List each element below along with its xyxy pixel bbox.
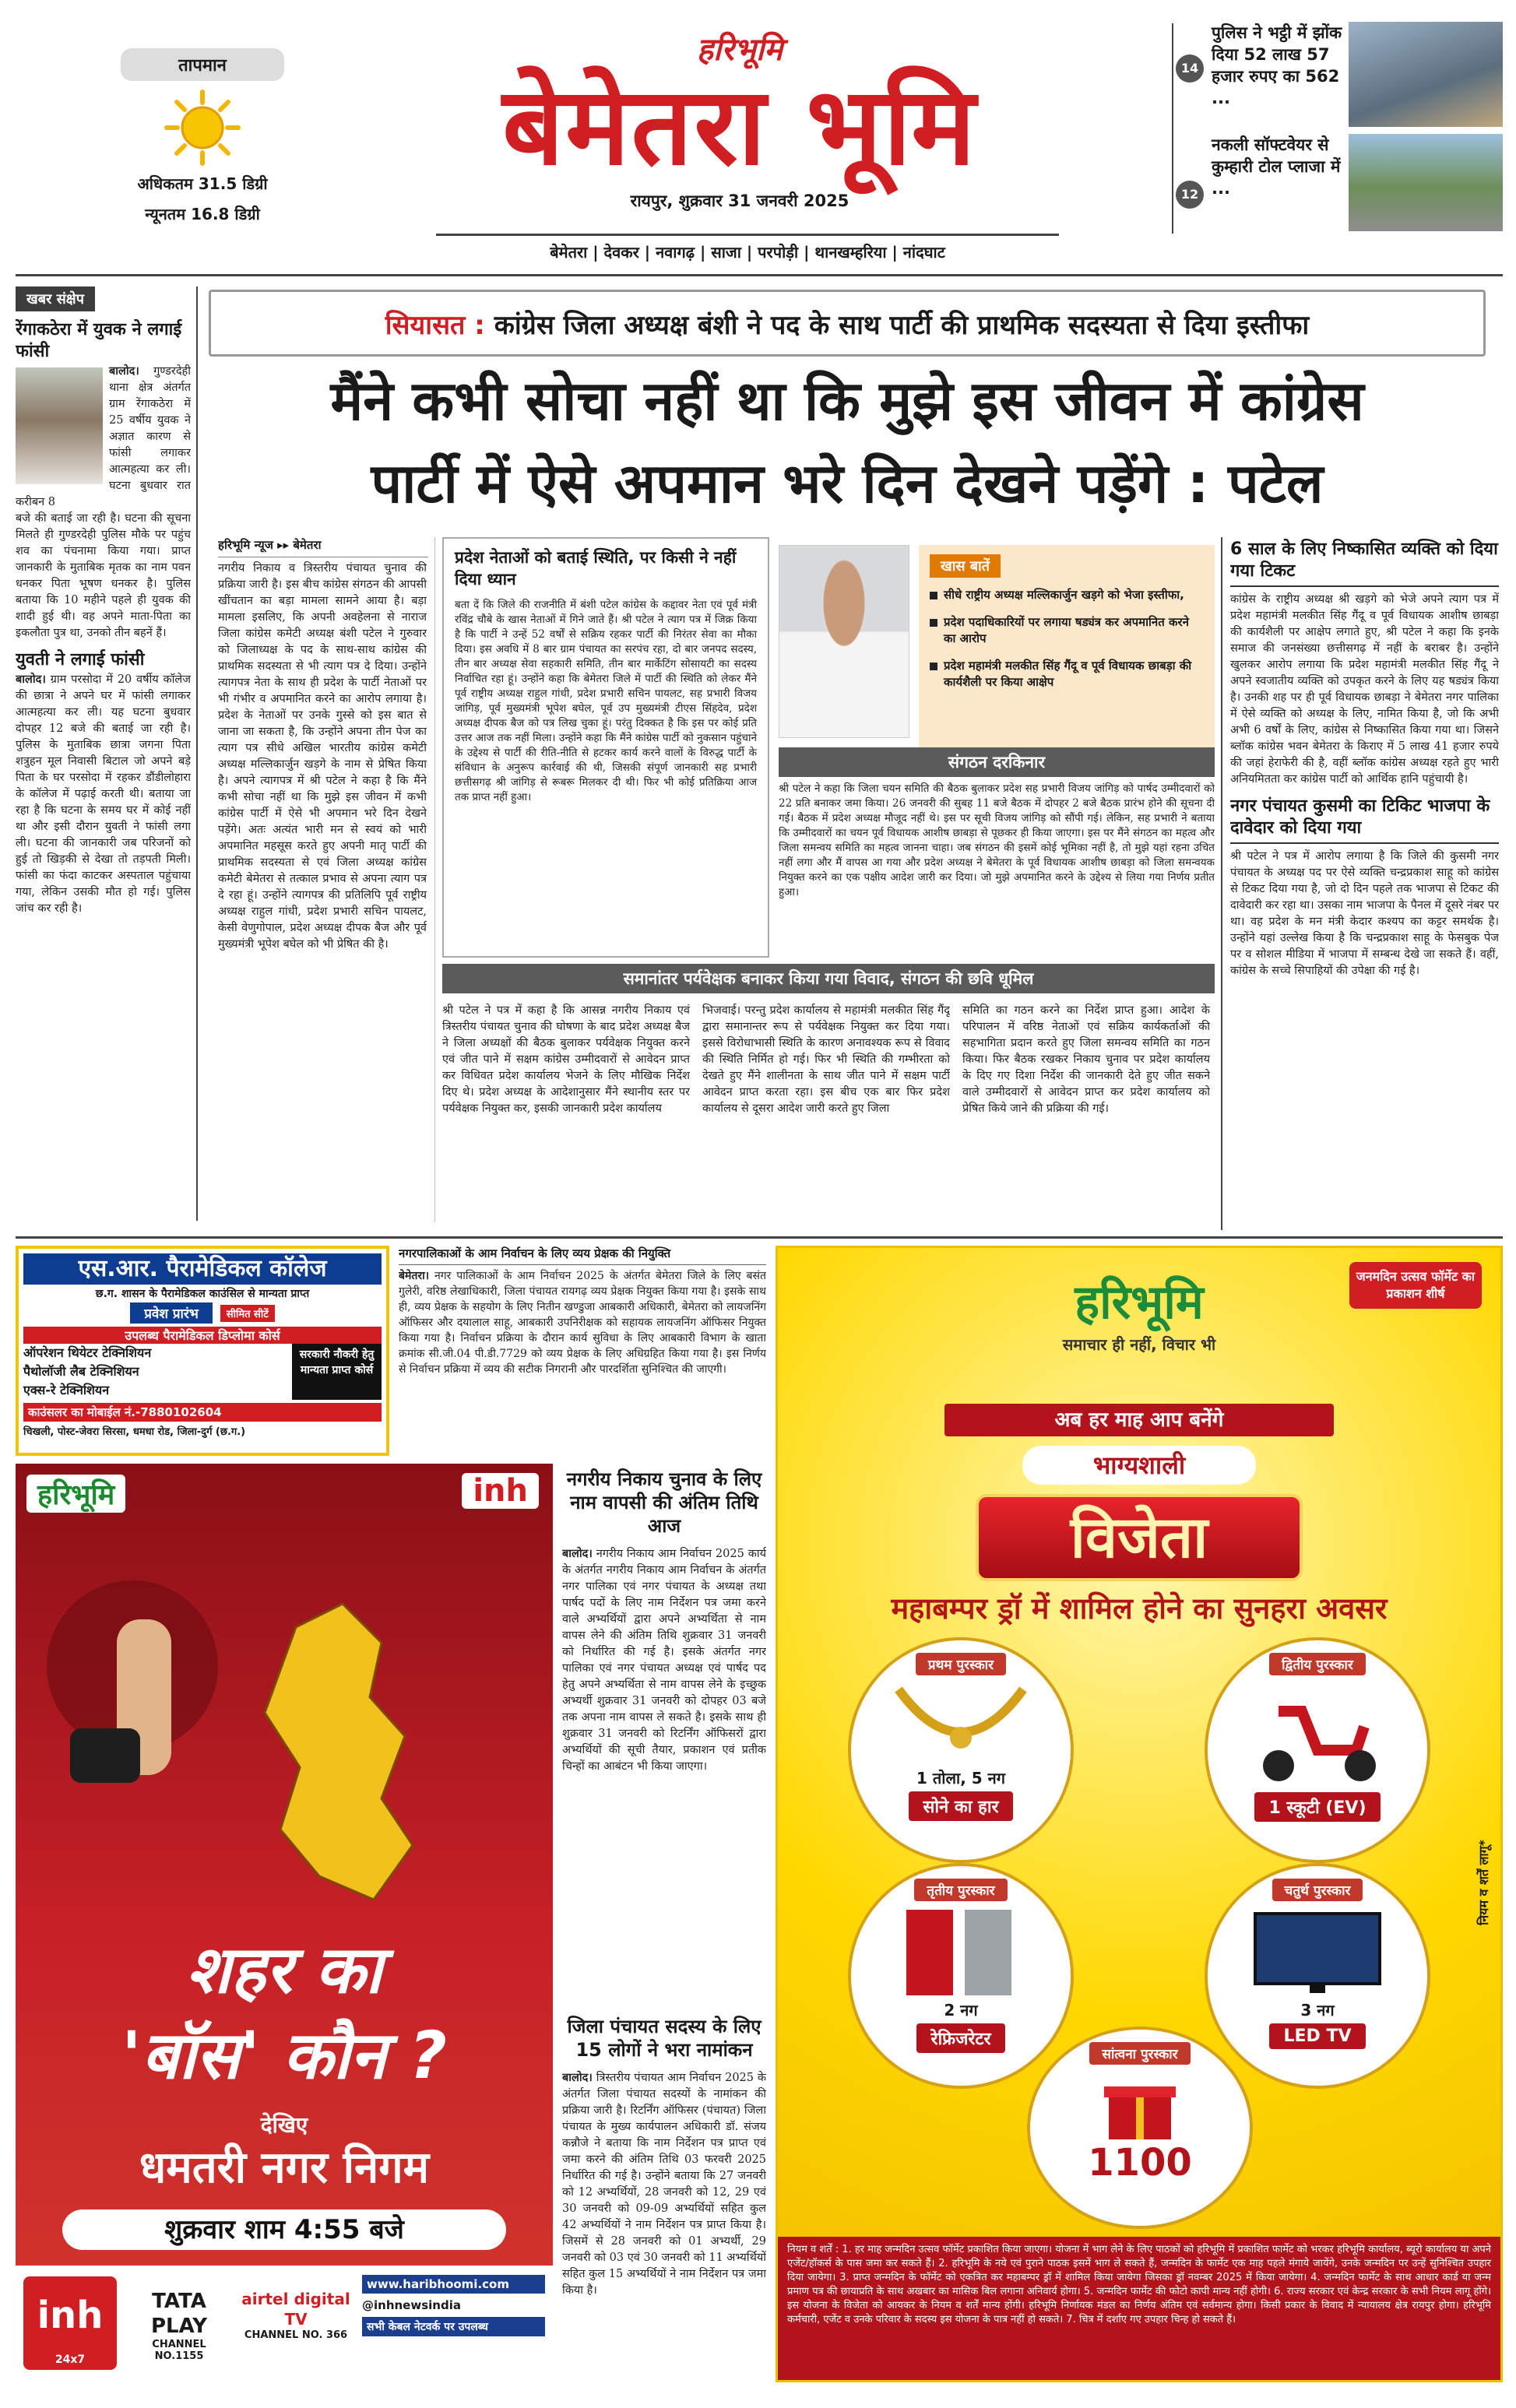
course-item: एक्स-रे टेक्निशियन [23, 1383, 110, 1397]
parallel-col-2: भिजवाई। परन्तु प्रदेश कार्यालय से महामंत्री मलकीत सिंह गैंदू द्वारा समानान्तर रूप से पर्यवेक्षक नियुक्त कर दिया गया। इससे विरोधाभासी स्थिति के कारण अनावश्यक रूप से विवाद की स्थिति निर्मित हो गई। फिर भी स्थिति की गम्भीरता को देखते हुए मैंने शालीनता के साथ जीत पाने में सक्षम पार्टी आवेदन प्राप्त करता रहा। इस बीच एक बार फिर प्रदेश कार्यालय से दूसरा आदेश जारी करते हुए जिला [702, 1004, 950, 1115]
inh-footer-logo: inh 24x7 [23, 2276, 117, 2370]
side-column [1230, 539, 1499, 1232]
prize-4-qty: 3 नग [1300, 2001, 1335, 2020]
left-col-rule [196, 286, 198, 1221]
sangathan-text: श्री पटेल ने कहा कि जिला चयन समिति की बैठक बुलाकर प्रदेश सह प्रभारी विजय जांगिड़ को पार्षद उम्मीदवारों को 22 प्रति बनाकर जमा किया। 26 जनवरी की सुबह 11 बजे बैठक में दोपहर 2 बजे बैठक प्रारंभ होने की सूचना दी गई। बैठक में प्रदेश अध्यक्ष मौजूद नहीं थे। इस पर सूची विजय जांगिड़ को सौंपी गई। लेकिन, सह प्रभारी ने बताया कि उम्मीदवारों का चयन पूर्व विधायक आशीष छाबड़ा से पूछकर ही किया जाएगा। इस पर मैंने संगठन का महत्व और जिला समन्वय समिति का महत्व जानना चाहा। जब संगठन की इसमें कोई भूमिका नहीं है, तो मुझे यहां रहना उचित नहीं लगा और मैं वापस आ गया और प्रदेश अध्यक्ष ने बेमेतरा के पूर्व विधायक आशीष छाबड़ा को जिला समन्वयक नियुक्त करने का एक पक्षीय आदेश जारी कर दिया। जो मुझे अपमानित करने के उद्देश्य से लिया गया निर्णय प्रतीत हुआ। [779, 782, 1215, 898]
side-headline-2: नगर पंचायत कुसमी का टिकिट भाजपा के दावेदार को दिया गया [1230, 796, 1499, 844]
town-list: बेमेतरा | देवकर | नवागढ़ | साजा | परपोड़ी | थानखम्हरिया | नांदघाट [550, 243, 945, 262]
top-rule [16, 274, 1503, 276]
tata-play: TATA PLAY [150, 2290, 208, 2338]
brief-text-1b: बजे की बताई जा रही है। घटना की सूचना मिलते ही गुण्डरदेही पुलिस मौके पर पहुंच शव का पंचनामा किया गया। प्राप्त जानकारी के मुताबिक मृतक का नाम पवन धनकर पिता भूषण धनकर है। पुलिस बताया कि 10 महीने पहले ही युवक की शादी हुई थी। वह अपने माता-पिता का इकलौता पुत्र था, उनको तीन बहनें हैं। [16, 512, 191, 639]
key-point: सीधे राष्ट्रीय अध्यक्ष मल्लिकार्जुन खड़गे को भेजा इस्तीफा, [930, 587, 1204, 603]
zila-story [562, 2015, 766, 2381]
inh-line-2: 'बॉस' कौन ? [121, 2017, 448, 2093]
scooter-icon [1247, 1680, 1388, 1789]
side-text-2: श्री पटेल ने पत्र में आरोप लगाया है कि जिले की कुसमी नगर पंचायत के अध्यक्ष पद पर ऐसे व्यक्ति चन्द्रप्रकाश साहू को कांग्रेस से टिकट दिया गया है, जो दो दिन पहले तक भाजपा से टिकट की दावेदारी कर रहा था। उसका नाम भाजपा के पैनल में दूसरे नंबर पर था। वह प्रदेश के मन मंत्री केदार कश्यप का कट्टर समर्थक है। उन्होंने यहां उल्लेख किया है कि चन्द्रप्रकाश साहू के फेसबुक पेज पर व सोशल मीडिया में भाजपा में सम्बन्ध देखे जा सकते हैं। वहीं, कांग्रेस के सच्चे सिपाहियों की उपेक्षा की गई है। [1230, 850, 1499, 977]
parallel-col-1: श्री पटेल ने पत्र में कहा है कि आसन्न नगरीय निकाय एवं त्रिस्तरीय पंचायत चुनाव की घोषणा के बाद प्रदेश अध्यक्ष बैज ने जिला अध्यक्षों की बैठक बुलाकर पर्यवेक्षक नियुक्त करने एवं जीत पाने में सक्षम कांग्रेस उम्मीदवारों से आवेदन प्राप्त कर विधिवत प्रदेश कार्यालय भेजने के लिए मौखिक निर्देश दिए थे। प्रदेश अध्यक्ष के आदेशानुसार मैंने स्थानीय स्तर पर पर्यवेक्षक नियुक्त कर, इसकी जानकारी प्रदेश कार्यालय [442, 1004, 690, 1115]
brief-headline-2: युवती ने लगाई फांसी [16, 650, 145, 670]
teaser-2-text: नकली सॉफ्टवेयर से कुम्हारी टोल प्लाजा में ... [1212, 135, 1341, 198]
college-recognition: छ.ग. शासन के पैरामेडिकल काउंसिल से मान्यता प्राप्त [95, 1288, 310, 1300]
contest-bhagyashali: भाग्यशाली [1022, 1446, 1256, 1485]
contest-ribbon: अब हर माह आप बनेंगे [944, 1404, 1334, 1436]
contest-badge: जनमदिन उत्सव फॉर्मेट का प्रकाशन शीर्ष [1349, 1262, 1482, 1309]
prize-2-name: 1 स्कूटी (EV) [1254, 1792, 1380, 1822]
necklace-icon [891, 1682, 1031, 1767]
teaser-divider [1172, 23, 1173, 234]
lead-kicker: सियासत : [385, 310, 485, 341]
inh-dekhiye: देखिए [260, 2112, 308, 2138]
college-admission: प्रवेश प्रारंभ [130, 1302, 213, 1324]
logo-small: हरिभूमि [696, 32, 783, 68]
side-text-1: कांग्रेस के राष्ट्रीय अध्यक्ष श्री खड़गे को भेजे अपने त्याग पत्र में प्रदेश महामंत्री मलकीत सिंह गैंदू व पूर्व विधायक आशीष छाबड़ा की कार्यशैली पर आक्षेप लगाते हुए, श्री पटेल ने कहा कि इनके समाज की जनसंख्या छत्तीसगढ़ में नहीं के बराबर है। उन्होंने खुलकर आरोप लगाया कि प्रदेश महामंत्री मलकीत सिंह गैंदू ने अपने स्वजातीय व्यक्ति को उपकृत करने के लिए यह षड्यंत्र किया है। उनकी शह पर ही पूर्व विधायक छाबड़ा ने बेमेतरा नगर पालिका में ऐसे व्यक्ति को अध्यक्ष के लिए, नामित किया है, जो कि अभी अभी 6 वर्षों के लिए, कांग्रेस से निष्कासित किया गया था। जिसने ब्लॉक कांग्रेस भवन बेमेतरा के किराए में 5 लाख 41 हजार रुपये की जहां हेराफेरी की है, वहीं ब्लॉक कांग्रेस अध्यक्ष रहते हुए भारी अनियमितता कर कांग्रेस पार्टी को आर्थिक हानि पहुंचायी है। [1230, 593, 1499, 786]
inh-logo: inh [462, 1473, 539, 1509]
observer-text: नगर पालिकाओं के आम निर्वाचन 2025 के अंतर्गत बेमेतरा जिले के लिए बसंत गुलेरी, वरिष्ठ लेखाधिकारी, जिला पंचायत रायगढ़ व्यय प्रेक्षक नियुक्त किया गया है। इसके साथ ही, व्यय प्रेक्षक के सहयोग के लिए नितीन खण्डुजा आबकारी अधिकारी, बेमेतरा को लायजनिंग ऑफिसर और दयालाल साहू, आबकारी उपनिरीक्षक को सहायक लायजनिंग ऑफिसर नियुक्त किया गया है। निर्वाचन प्रक्रिया के दौरान कार्य सुविधा के लिए आबकारी विभाग के खाता क्रमांक सी.जी.04 पी.डी.7729 को व्यय प्रेक्षक के लिए अधिग्रहित किया गया है। इस निर्णय से निर्वाचन प्रक्रिया में व्यय की सटीक निगरानी और पारदर्शिता सुनिश्चित की जाएगी। [399, 1270, 766, 1376]
course-item: पैथोलॉजी लैब टेक्निशियन [23, 1364, 139, 1379]
side-headline-1: 6 साल के लिए निष्कासित व्यक्ति को दिया गया टिकट [1230, 539, 1499, 587]
dateline: रायपुर, शुक्रवार 31 जनवरी 2025 [630, 192, 849, 210]
prize-2-rank: द्वितीय पुरस्कार [1269, 1653, 1366, 1675]
airtel: airtel digital TV [241, 2290, 350, 2329]
inh-sub: 24x7 [55, 2354, 86, 2366]
courses-title: उपलब्ध पैरामेडिकल डिप्लोमा कोर्स [23, 1327, 382, 1344]
teaser-1-photo [1349, 22, 1503, 127]
side-col-rule [1221, 537, 1222, 1230]
box-leaders [442, 537, 769, 958]
prize-5 [1027, 2027, 1253, 2229]
teaser-1-text: पुलिस ने भट्ठी में झोंक दिया 52 लाख 57 हजार रुपए का 562 ... [1212, 23, 1342, 107]
prize-1-qty: 1 तोला, 5 नग [916, 1769, 1005, 1788]
mid-rule [16, 1236, 1503, 1239]
zila-text: त्रिस्तरीय पंचायत आम निर्वाचन 2025 के अंतर्गत जिला पंचायत सदस्यों के नामांकन की प्रक्रिया जारी है। रिटर्निंग ऑफिसर (पंचायत) जिला पंचायत के मुख्य कार्यपालन अधिकारी डॉ. संजय कन्नौजे ने बताया कि नाम निर्देशन पत्र प्राप्त एवं जमा करने की अंतिम तिथि 03 फरवरी 2025 निर्धारित की गई है। उन्होंने बताया कि 27 जनवरी को 12 अभ्यर्थियों, 28 जनवरी को 12, 29 एवं 30 जनवरी को 09-09 अभ्यर्थियों सहित कुल 42 अभ्यर्थियों ने नाम निर्देशन पत्र प्राप्त किया है। जिसमें से 28 जनवरी को 01 अभ्यर्थी, 29 जनवरी को 03 एवं 30 जनवरी को 11 अभ्यर्थियों सहित कुल 15 अभ्यर्थियों ने नाम निर्देशन पत्र जमा किया है। [562, 2072, 766, 2297]
tata-channel: CHANNEL NO.1155 [152, 2339, 206, 2362]
lead-col-1: नगरीय निकाय व त्रिस्तरीय पंचायत चुनाव की प्रक्रिया जारी है। इस बीच कांग्रेस संगठन की आपसी खींचतान का बड़ा मामला सामने आया है। बड़ा मामला इसलिए, कि अपनी अवहेलना से नाराज जिला कांग्रेस कमेटी अध्यक्ष बंशी पटेल ने गुरुवार को जिलाध्यक्ष के पद के साथ-साथ कांग्रेस की प्राथमिक सदस्यता से भी त्याग पत्र दे दिया। उन्होंने त्यागपत्र नेता के साथ ही प्रदेश के पार्टी नेताओं पर भी गंभीर व अपमानित करने का आरोप लगाया है। प्रदेश के नेताओं पर उनके गुस्से को इस बात से जाना जा सकता है, कि उन्होंने अपना तीन पेज का त्याग पत्र सीधे अखिल भारतीय कांग्रेस कमेटी अध्यक्ष मल्लिकार्जुन खड़गे के नाम से प्रेषित किया है। अपने त्यागपत्र में श्री पटेल ने कहा है कि मैंने कभी सोचा नहीं था कि मुझे इस जीवन में कभी कांग्रेस पार्टी में ऐसे भी अपमान भरे दिन देखने पड़ेंगे। अतः अत्यंत भारी मन से स्वयं को भारी अपमानित महसूस करते हुए अपनी मातृ पार्टी की प्राथमिक सदस्यता से एवं जिला अध्यक्ष कांग्रेस कमेटी बेमेतरा से तत्काल प्रभाव से अपना त्याग पत्र दे रहा हूं। उन्होंने त्यागपत्र की प्रतिलिपि पूर्व राष्ट्रीय अध्यक्ष राहुल गांधी, प्रदेश प्रभारी सचिन पायलट, केसी वेणुगोपाल, प्रदेश अध्यक्ष दीपक बैज और पूर्व मुख्यमंत्री भूपेश बघेल को भी प्रेषित की है। [218, 562, 427, 951]
news-brief [16, 286, 191, 1236]
lead-headline-line-1: मैंने कभी सोचा नहीं था कि मुझे इस जीवन में कांग्रेस [330, 369, 1364, 433]
key-point: प्रदेश महामंत्री मलकीत सिंह गैंदू व पूर्व विधायक छाबड़ा की कार्यशैली पर किया आक्षेप [930, 658, 1204, 691]
box-leaders-text: बता दें कि जिले की राजनीति में बंशी पटेल कांग्रेस के कद्दावर नेता एवं पूर्व मंत्री रविंद्र चौबे के खास नेताओं में गिने जाते हैं। श्री पटेल ने त्याग पत्र में जिक्र किया है कि पार्टी ने उन्हें 52 वर्षों से सक्रिय रहकर पार्टी की निरंतर सेवा का मौका दिया। इस अवधि में 8 बार ग्राम पंचायत का सरपंच रहा, दो बार जनपद सदस्य, तीन बार अध्यक्ष सेवा सहकारी समिति, तीन बार मार्केटिंग सोसायटी का सदस्य निर्वाचित रहा हूं। उन्होंने कहा कि बेमेतरा जिले में पार्टी की स्थिति को लेकर मैंने पूर्व राष्ट्रीय अध्यक्ष राहुल गांधी, प्रदेश प्रभारी सचिन पायलट, सह प्रभारी विजय जांगिड़, पूर्व मुख्यमंत्री भूपेश बघेल, पूर्व उप मुख्यमंत्री टीएस सिंहदेव, प्रदेश अध्यक्ष दीपक बैज को पत्र लिख चुका हूं। परंतु दिक्कत है कि इस पर कोई प्रति उत्तर आज तक नहीं मिला। उन्होंने कहा कि मैंने कांग्रेस पार्टी को नुकसान पहुंचाने के उद्देश्य से पार्टी की रीति-नीति से हटकर कार्य करने वालों के विरुद्ध पार्टी के संविधान के अनुरूप कार्रवाई की थी, जिसकी संपूर्ण जानकारी सह प्रभारी छत्तीसगढ़ श्री जांगिड़ से रूबरू मिलकर दी थी। फिर भी कोई प्रतिक्रिया आज तक प्राप्त नहीं हुआ। [455, 599, 757, 803]
min-temp: न्यूनतम 16.8 डिग्री [145, 205, 260, 223]
brief-headline-1: रेंगाकठेरा में युवक ने लगाई फांसी [16, 320, 182, 361]
prize-3-name: रेफ्रिजरेटर [916, 2023, 1004, 2053]
prize-4-rank: चतुर्थ पुरस्कार [1272, 1879, 1363, 1901]
contest-mahabumper: महाबम्पर ड्रॉ में शामिल होने का सुनहरा अवसर [891, 1591, 1388, 1626]
course-item: ऑपरेशन थियेटर टेक्निशियन [23, 1345, 152, 1360]
brief-text-2: ग्राम परसोदा में 20 वर्षीय कॉलेज की छात्रा ने अपने घर में फांसी लगाकर आत्महत्या कर ली। यह घटना बुधवार दोपहर 12 बजे की बताई जा रही है। पुलिस के मुताबिक छात्रा जगना पिता शत्रुहन मूल निवासी बिटाल जो अपने बड़े पिता के घर परसोदा में रहकर डौंडीलोहारा के कॉलेज में पढ़ाई करती थी। बताया जा रहा है कि घटना के समय घर में कोई नहीं था और इसी दौरान युवती ने फांसी लगा ली। घटना की जानकारी जब परिजनों को हुई तो खिड़की से देखा तो तड़पती मिली। फांसी का फंदा काटकर अस्पताल पहुंचाया गया, लेकिन उसकी मौत हो गई। पुलिस जांच कर रही है। [16, 673, 191, 915]
paper-title: बेमेतरा भूमि [502, 64, 977, 189]
temp-label: तापमान [121, 48, 284, 81]
brief-place-2: बालोद। [16, 673, 46, 686]
observer-place: बेमेतरा। [399, 1270, 430, 1282]
prize-1-name: सोने का हार [909, 1791, 1012, 1821]
lead-subhead-text: कांग्रेस जिला अध्यक्ष बंशी ने पद के साथ पार्टी की प्राथमिक सदस्यता से दिया इस्तीफा [494, 310, 1310, 341]
airtel-channel: CHANNEL NO. 366 [244, 2329, 348, 2341]
lead-headline-line-2: पार्टी में ऐसे अपमान भरे दिन देखने पड़ेंगे : पटेल [371, 452, 1324, 515]
inh-haribhoomi-logo: हरिभूमि [26, 1475, 125, 1513]
college-phone: काउंसलर का मोबाईल नं.-7880102604 [23, 1403, 382, 1422]
lead-headline [209, 360, 1486, 533]
contest-ad[interactable] [776, 1246, 1503, 2382]
inh-web[interactable]: www.haribhoomi.com [362, 2275, 545, 2294]
lead-subhead [209, 290, 1486, 357]
inh-time: शुक्रवार शाम 4:55 बजे [62, 2209, 506, 2250]
prize-1-rank: प्रथम पुरस्कार [916, 1653, 1006, 1675]
masthead [420, 31, 1059, 241]
prize-5-rank: सांत्वना पुरस्कार [1089, 2042, 1190, 2065]
brief-text-1a: गुण्डरदेही थाना क्षेत्र अंतर्गत ग्राम रेंगाकठेरा में 25 वर्षीय युवक ने अज्ञात कारण से फांसी लगाकर आत्महत्या कर ली। घटना बुधवार रात करीबन 8 [16, 365, 191, 508]
prize-5-name: 1100 [1088, 2141, 1192, 2185]
contest-terms: नियम व शर्तें : 1. हर माह जन्मदिन उत्सव फॉर्मेट प्रकाशित किया जाएगा। योजना में भाग लेने के लिए पाठकों को हरिभूमि में प्रकाशित फार्मेट को भरकर हरिभूमि कार्यालय, ब्यूरो कार्यालय या अपने एजेंट/हॉकर्स के पास जमा कर सकते हैं। 2. हरिभूमि के नये एवं पुराने पाठक इसमें भाग ले सकते हैं, जन्मदिन के फार्मेट एक माह पहले मंगाये जायेंगे, उनके जन्मदिन पर उन्हें सुनिश्चित उपहार दिया जायेगा। 3. प्राप्त जन्मदिन के फॉर्मेट को एकत्रित कर महाबम्पर ड्रॉ में शामिल किया जायेगा जिसका ड्रॉ नवम्बर 2025 में किया जायेगा। 4. जन्मदिन फार्मेट के साथ आधार कार्ड या जन्म प्रमाण पत्र की छायाप्रति के साथ अखबार का मासिक बिल लगाना अनिवार्य होगा। 5. जन्मदिन फार्मेट की फोटो कापी मान्य नहीं होगी। 6. राज्य सरकार एवं केन्द्र सरकार के सभी नियम लागू होंगे। इस योजना के विजेता को आयकर के नियम व शर्तें मान्य होंगी। हरिभूमि निर्णायक मंडल का निर्णय अंतिम एवं सर्वमान्य होगा। किसी प्रकार के विवाद में न्यायालय क्षेत्र रायपुर होगा। हरिभूमि कर्मचारी, एजेंट व उनके परिवार के सदस्य इस योजना के पात्र नहीं हो सकते। 7. चित्र में दर्शाए गए उपहार चिन्ह हो सकते हैं। [778, 2237, 1500, 2380]
teaser-2-page: 12 [1176, 181, 1204, 209]
masthead-rule [436, 234, 1059, 236]
prize-4-name: LED TV [1269, 2023, 1365, 2049]
key-points-label: खास बातें [930, 554, 1001, 578]
college-seats: सीमित सीटें [220, 1305, 275, 1322]
inh-cable: सभी केबल नेटवर्क पर उपलब्ध [362, 2317, 545, 2336]
withdraw-headline: नगरीय निकाय चुनाव के लिए नाम वापसी की अंतिम तिथि आज [566, 1468, 762, 1537]
observer-headline: नगरपालिकाओं के आम निर्वाचन के लिए व्यय प्रेक्षक की नियुक्ति [399, 1246, 766, 1265]
college-name: एस.आर. पैरामेडिकल कॉलेज [23, 1253, 382, 1285]
withdraw-story [562, 1468, 766, 2013]
inh-social[interactable]: @inhnewsindia [362, 2298, 461, 2312]
lead-byline: हरिभूमि न्यूज ▸▸ बेमेतरा [218, 537, 428, 557]
inh-city: धमतरी नगर निगम [139, 2143, 430, 2193]
contest-brand: हरिभूमि [1075, 1275, 1204, 1330]
teaser-2-photo [1349, 134, 1503, 231]
college-address: चिखली, पोस्ट-जेवरा सिरसा, धमधा रोड, जिला-दुर्ग (छ.ग.) [23, 1426, 246, 1438]
box-leaders-title: प्रदेश नेताओं को बताई स्थिति, पर किसी ने नहीं दिया ध्यान [455, 548, 737, 589]
sangathan-title: संगठन दरकिनार [779, 747, 1215, 777]
brief-label: खबर संक्षेप [16, 286, 95, 311]
key-point: प्रदेश पदाधिकारियों पर लगाया षड्यंत्र कर अपमानित करने का आरोप [930, 614, 1204, 647]
weather-box [117, 48, 288, 268]
job-note: सरकारी नौकरी हेतु मान्यता प्राप्त कोर्स [292, 1344, 382, 1400]
key-points [919, 545, 1215, 747]
contest-tagline: समाचार ही नहीं, विचार भी [1062, 1335, 1216, 1354]
gift-icon [1093, 2071, 1187, 2141]
brief-place-1: बालोद। [109, 364, 139, 378]
withdraw-place: बालोद। [562, 1547, 593, 1560]
prize-1 [848, 1637, 1074, 1863]
patel-photo [779, 545, 909, 738]
withdraw-text: नगरीय निकाय आम निर्वाचन 2025 कार्य के अंतर्गत नगरीय निकाय आम निर्वाचन के अंतर्गत नगर पालिका एवं नगर पंचायत के अध्यक्ष तथा पार्षद पदों के लिए नाम निर्देशन पत्र जमा करने वाले अभ्यर्थियों द्वारा अपने अभ्यर्थिता से नाम वापस लेने की अंतिम तिथि शुक्रवार 31 जनवरी को निर्धारित की गई है। इसके अंतर्गत नगर पालिका एवं नगर पंचायत अध्यक्ष एवं पार्षद पद हेतु अपने अभ्यर्थिता से नाम वापस लेने के इच्छुक अभ्यर्थी शुक्रवार 31 जनवरी को दोपहर 03 बजे तक अपना नाम वापस ले सकते है। इसके साथ ही शुक्रवार 31 जनवरी को रिटर्निंग ऑफिसरों द्वारा अभ्यर्थियों की सूची तैयार, प्रकाशन एवं प्रतीक चिन्हों का आबंटन भी किया जाएगा। [562, 1548, 766, 1773]
max-temp: अधिकतम 31.5 डिग्री [137, 174, 268, 193]
refrigerator-icon [891, 1906, 1031, 1999]
prize-3-rank: तृतीय पुरस्कार [914, 1879, 1007, 1901]
lead-col-rule [434, 537, 435, 1222]
parallel-col-3: समिति का गठन करने का निर्देश प्राप्त हुआ। आदेश के परिपालन में वरिष्ठ नेताओं एवं सक्रिय कार्यकर्ताओं की सहभागिता प्रदान करते हुए जिला समन्वय समिति का गठन किया। फिर बैठक रखकर निकाय चुनाव पर प्रदेश कार्यालय के दिए गए दिशा निर्देश की जानकारी देते हुए जीत सकने वाले उम्मीदवारों से आवेदन प्राप्त कर प्रदेश कार्यालय को प्रेषित किये जाने की प्रक्रिया की गई। [962, 1004, 1210, 1115]
college-ad[interactable] [16, 1246, 389, 1456]
youth-photo [16, 367, 103, 484]
inh-footer [16, 2266, 553, 2382]
inh-ad[interactable] [16, 1464, 553, 2382]
tv-icon [1247, 1906, 1388, 1999]
sun-icon [164, 89, 241, 167]
zila-headline: जिला पंचायत सदस्य के लिए 15 लोगों ने भरा नामांकन [567, 2016, 762, 2061]
teaser-1-page: 14 [1176, 54, 1204, 83]
teaser-2[interactable] [1176, 134, 1503, 235]
parallel-title: समानांतर पर्यवेक्षक बनाकर किया गया विवाद, संगठन की छवि धूमिल [442, 964, 1215, 993]
voting-map-graphic [16, 1534, 553, 1970]
prize-3-qty: 2 नग [944, 2001, 978, 2020]
inh-line-1: शहर का [186, 1932, 382, 2008]
prize-2 [1205, 1637, 1430, 1863]
teaser-1[interactable] [1176, 22, 1503, 131]
observer-story [399, 1246, 766, 1456]
contest-vijeta: विजेता [976, 1494, 1303, 1581]
terms-side-note: नियम व शर्तें लागू* [1476, 1840, 1491, 1925]
zila-place: बालोद। [562, 2071, 593, 2084]
